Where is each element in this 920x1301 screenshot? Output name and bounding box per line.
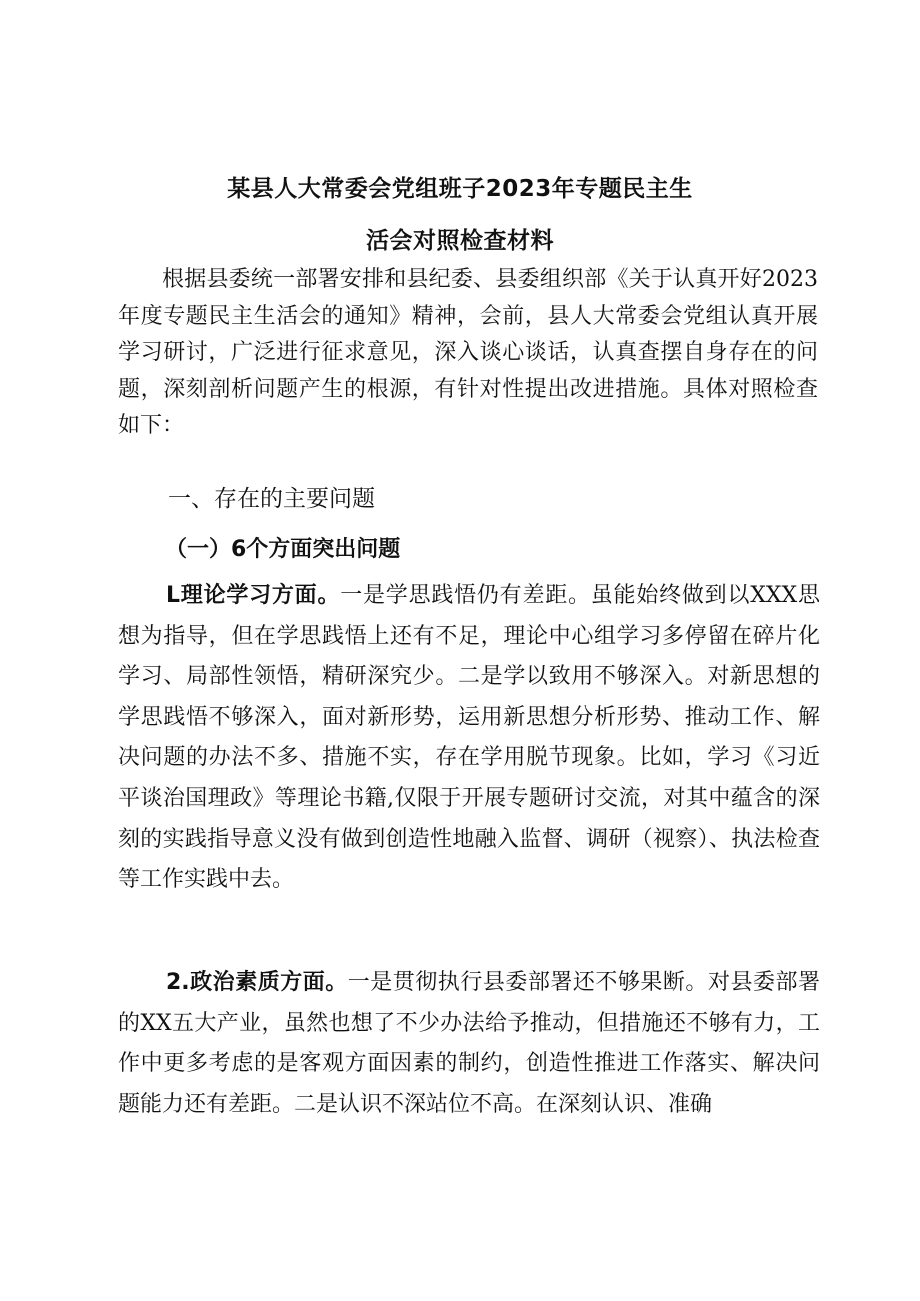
item-body: 一是贯彻执行县委部署还不够果断。对县委部署的XX五大产业，虽然也想了不少办法给予推动，但措施还不够有力，工作中更多考虑的是客观方面因素的制约，创造性推进工作落实、解决问题能力还有差距。二是认识不深站位不高。在深刻认识、准确 — [118, 970, 820, 1117]
item-paragraph-theory-study — [118, 576, 820, 901]
item-paragraph-political-quality — [118, 963, 820, 1125]
document-title-line-1: 某县人大常委会党组班子2023年专题民主生 — [227, 176, 693, 202]
document-title-line-2: 活会对照检查材料 — [366, 228, 554, 254]
subsection-heading: （一）6个方面突出问题 — [165, 537, 401, 562]
item-lead: 2.政治素质方面。 — [166, 970, 348, 995]
item-lead: L理论学习方面。 — [166, 583, 341, 608]
item-body: 一是学思践悟仍有差距。虽能始终做到以XXX思想为指导，但在学思践悟上还有不足，理论中心组学习多停留在碎片化学习、局部性领悟，精研深究少。二是学以致用不够深入。对新思想的学思践悟不够深入，面对新形势，运用新思想分析形势、推动工作、解决问题的办法不多、措施不实，存在学用脱节现象。比如，学习《习近平谈治国理政》等理论书籍,仅限于开展专题研讨交流，对其中蕴含的深刻的实践指导意义没有做到创造性地融入监督、调研（视察）、执法检查等工作实践中去。 — [118, 583, 820, 893]
intro-paragraph: 根据县委统一部署安排和县纪委、县委组织部《关于认真开好2023年度专题民主生活会的通知》精神，会前，县人大常委会党组认真开展学习研讨，广泛进行征求意见，深入谈心谈话，认真查摆自身存在的问题，深刻剖析问题产生的根源，有针对性提出改进措施。具体对照检查如下： — [118, 267, 818, 438]
section-heading: 一、存在的主要问题 — [168, 486, 375, 512]
